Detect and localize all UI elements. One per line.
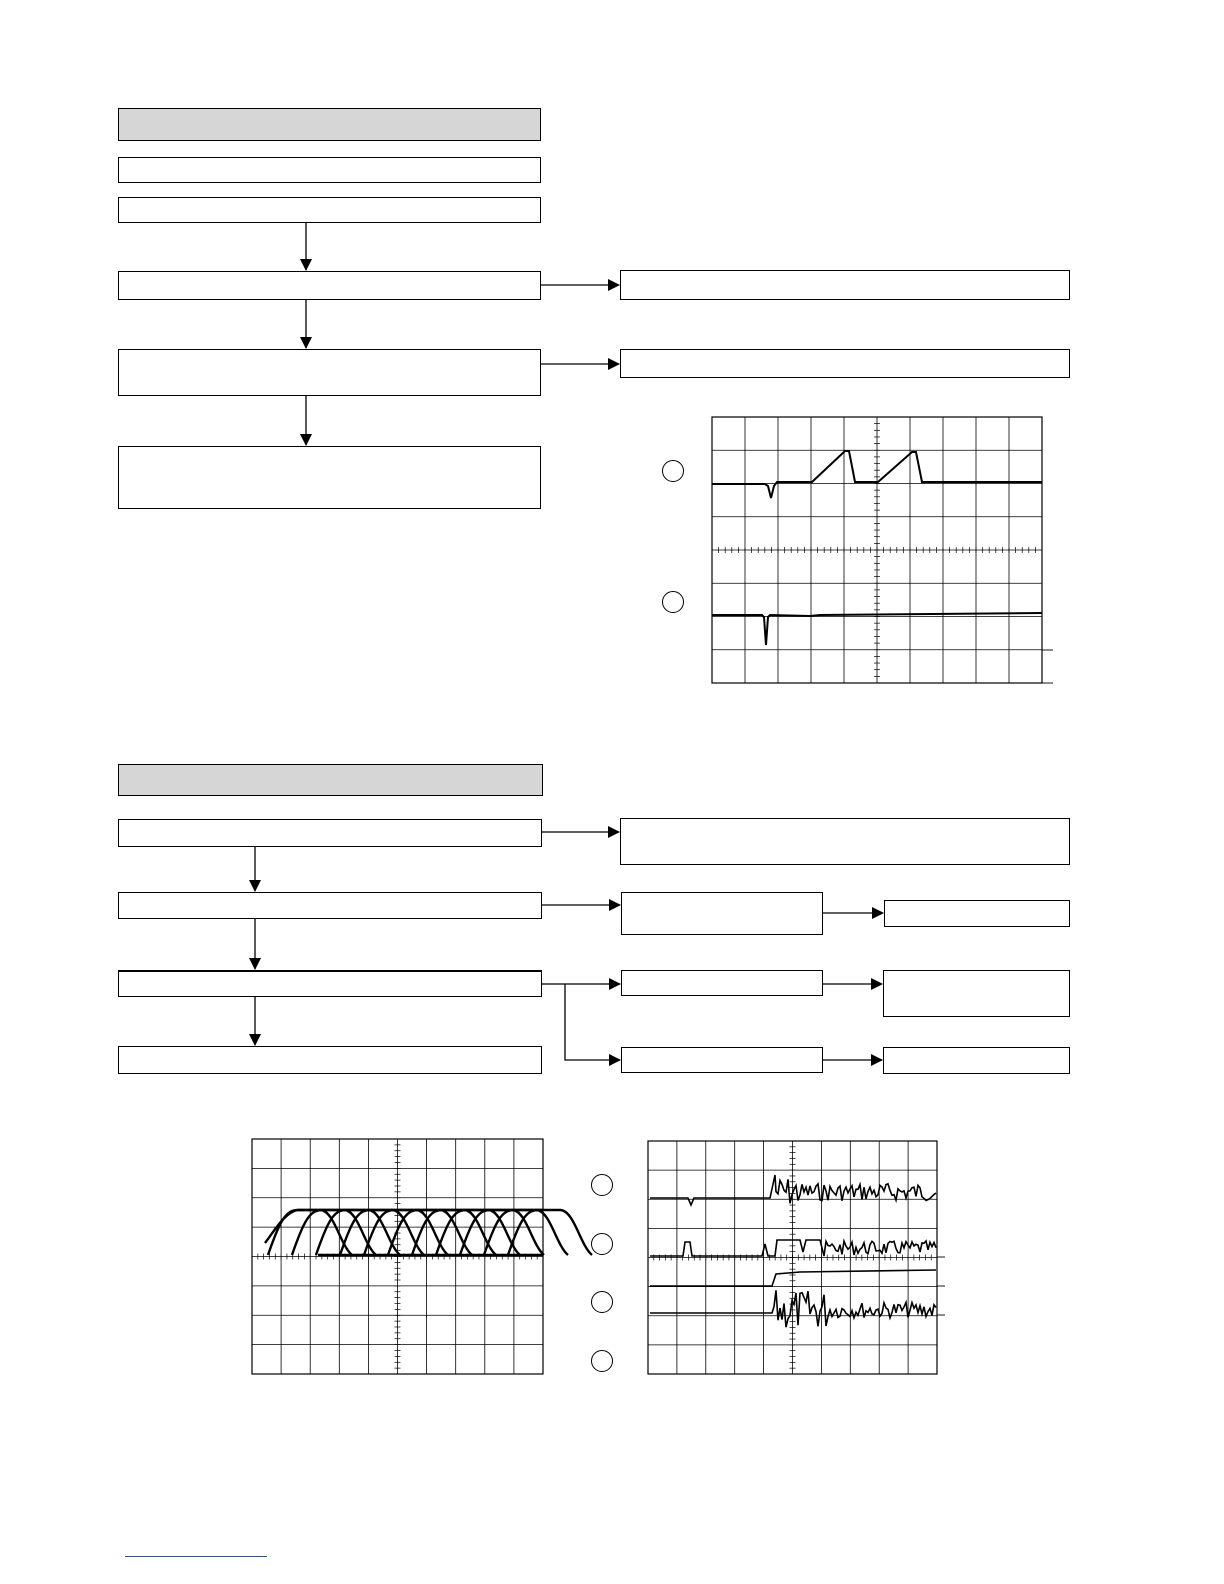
- scope3-channel-1-marker: [591, 1174, 613, 1196]
- footer-link-underline[interactable]: [125, 1556, 267, 1557]
- scope3-channel-4-marker: [591, 1350, 613, 1372]
- scope3-channel-3-marker: [591, 1291, 613, 1313]
- scope3-channel-2-marker: [591, 1233, 613, 1255]
